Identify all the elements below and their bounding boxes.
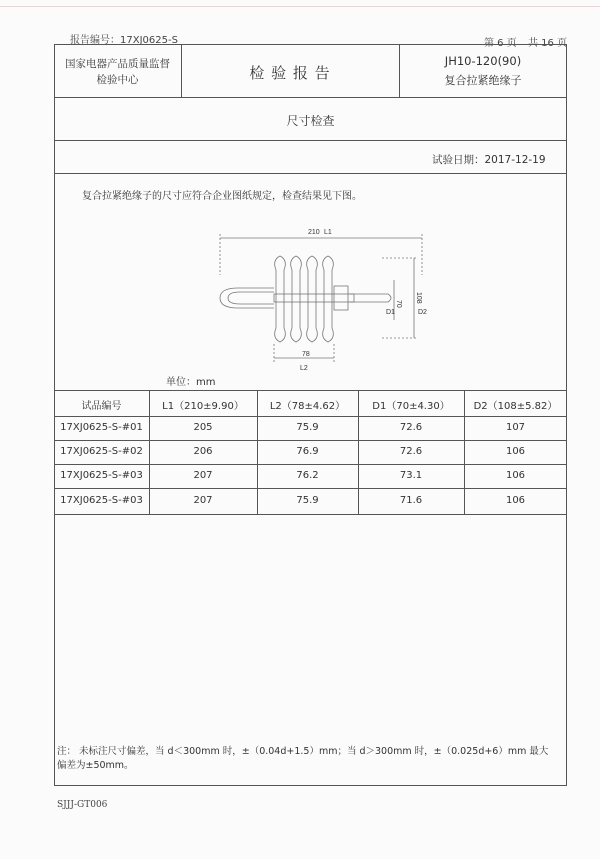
table-cell-sample-id: 17XJ0625-S-#03 xyxy=(60,495,143,506)
l1-dim-value: 210 xyxy=(308,229,320,236)
table-cell-l1: 207 xyxy=(193,470,213,481)
d1-dim-value: 70 xyxy=(395,300,402,308)
table-cell-d1: 73.1 xyxy=(399,470,423,481)
product-model: JH10-120(90) xyxy=(444,54,522,68)
end-fitting xyxy=(334,286,348,310)
table-cell-d2: 106 xyxy=(505,446,526,457)
right-rod-end xyxy=(350,294,391,302)
table-cell-l2: 76.2 xyxy=(296,470,319,481)
table-cell-l1: 205 xyxy=(193,422,213,433)
d2-dim-value: 108 xyxy=(415,292,422,304)
table-cell-sample-id: 17XJ0625-S-#03 xyxy=(60,470,143,481)
table-cell-d1: 71.6 xyxy=(399,495,423,506)
page-total: 共 16 页 xyxy=(528,38,568,49)
footer-code: SJJJ-GT006 xyxy=(57,800,108,810)
d2-dim-label: D2 xyxy=(418,309,427,316)
report-number: 报告编号：17XJ0625-S xyxy=(70,35,178,46)
table-cell-sample-id: 17XJ0625-S-#02 xyxy=(60,446,143,457)
insulator-drawing xyxy=(200,220,440,380)
table-cell-d1: 72.6 xyxy=(399,422,423,433)
table-header-d1: D1（70±4.30） xyxy=(372,401,450,412)
table-cell-l2: 76.9 xyxy=(296,446,319,457)
core-rod xyxy=(274,294,354,302)
table-header-sample-id: 试品编号 xyxy=(81,401,122,412)
table-row2-rule xyxy=(54,464,567,465)
table-bottom-rule xyxy=(54,514,567,515)
l1-dim-label: L1 xyxy=(324,229,332,236)
table-header-l1: L1（210±9.90） xyxy=(162,401,244,412)
section-bottom-rule xyxy=(54,140,567,141)
table-header-l2: L2（78±4.62） xyxy=(269,401,346,412)
product-name: 复合拉紧绝缘子 xyxy=(444,74,522,87)
report-title: 检 验 报 告 xyxy=(249,64,331,82)
table-cell-l2: 75.9 xyxy=(296,422,319,433)
intro-text: 复合拉紧绝缘子的尺寸应符合企业图纸规定，检查结果见下图。 xyxy=(82,191,362,202)
shed-2 xyxy=(291,256,302,342)
org-line2: 检验中心 xyxy=(96,74,139,86)
title-divider-right xyxy=(399,44,400,97)
table-header-rule xyxy=(54,416,567,417)
table-cell-d2: 106 xyxy=(505,495,526,506)
date-bottom-rule xyxy=(54,173,567,174)
table-cell-sample-id: 17XJ0625-S-#01 xyxy=(60,422,143,433)
table-cell-d1: 72.6 xyxy=(399,446,423,457)
unit-label: 单位：mm xyxy=(166,377,216,388)
shed-1 xyxy=(275,256,286,342)
d1-dim-label: D1 xyxy=(386,309,395,316)
table-row3-rule xyxy=(54,488,567,489)
shed-3 xyxy=(307,256,318,342)
title-bottom-rule xyxy=(54,97,567,98)
note-line1: 注： 未标注尺寸偏差，当 d＜300mm 时，±（0.04d+1.5）mm；当 d＞300mm 时，±（0.025d+6）mm 最大 xyxy=(57,746,549,757)
table-cell-l2: 75.9 xyxy=(296,495,319,506)
table-top-rule xyxy=(54,390,567,391)
section-title: 尺寸检查 xyxy=(286,114,335,128)
l2-dim-label: L2 xyxy=(300,365,308,372)
table-cell-l1: 206 xyxy=(193,446,213,457)
table-cell-d2: 107 xyxy=(505,422,526,433)
left-loop-inner xyxy=(228,292,274,304)
table-header-d2: D2（108±5.82） xyxy=(473,401,558,412)
l2-dim-value: 78 xyxy=(302,351,310,358)
table-row1-rule xyxy=(54,440,567,441)
table-cell-d2: 106 xyxy=(505,470,526,481)
table-cell-l1: 207 xyxy=(193,495,213,506)
test-date: 试验日期：2017-12-19 xyxy=(432,154,546,166)
note-line2: 偏差为±50mm。 xyxy=(57,760,134,771)
page-current: 第 6 页 xyxy=(484,38,517,49)
shed-4 xyxy=(323,256,334,342)
org-line1: 国家电器产品质量监督 xyxy=(65,58,170,70)
page-top-rule xyxy=(0,6,600,7)
